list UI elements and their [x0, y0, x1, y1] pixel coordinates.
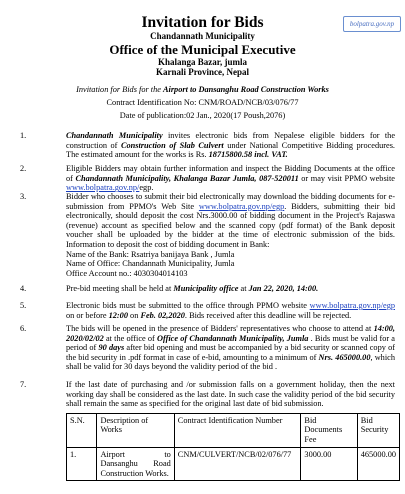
clause-6: [0, 324, 405, 380]
table-header-cell: Bid Documents Fee: [301, 413, 357, 447]
subtitle-prefix: Invitation for Bids for the: [76, 85, 163, 94]
meeting-venue: Municipality office: [173, 284, 239, 293]
clause-2: [0, 164, 405, 192]
clause-number: 1.: [20, 131, 27, 140]
bid-table: [66, 413, 400, 482]
office-name-line: Name of Office: Chandannath Municipality, Jumla: [66, 259, 235, 269]
meeting-datetime: Jan 22, 2020, 14:00.: [248, 284, 319, 293]
clause-1: [0, 131, 405, 164]
clause-text: egp.: [139, 183, 154, 193]
clause-number: 4.: [20, 284, 27, 293]
watermark-stamp: bolpatra.gov.np: [343, 16, 401, 32]
bank-name: Name of the Bank: Rsatriya banijaya Bank , Jumla: [66, 249, 235, 259]
office-contact: Chandannath Municipality, Khalanga Bazar Jumla, 087-520011: [75, 173, 299, 183]
opening-datetime: 14:00, 2020/02/02: [66, 324, 395, 343]
clause-text: The bids will be opened in the presence of Bidders' representatives who choose to attend at: [66, 324, 374, 333]
invitation-subtitle: [0, 84, 405, 95]
account-number: Office Account no.: 4030304014103: [66, 268, 188, 278]
clause-text: or may visit PPMO website: [298, 173, 395, 183]
address-line-2: Karnali Province, Nepal: [155, 67, 250, 77]
office-name: Office of the Municipal Executive: [109, 42, 296, 57]
clause-text: Pre-bid meeting shall be held at: [66, 284, 174, 293]
subtitle-project: Airport to Dansanghu Road Construction Works: [162, 85, 329, 94]
table-header-cell: Contract Identification Number: [174, 413, 301, 447]
table-header-cell: S.N.: [67, 413, 97, 447]
clause-text: If the last date of purchasing and /or submission falls on a government holiday, then the next working day shall be considered as the last date. In such case the validity period of the bid security shall remain the same as specified for the original last date of bid submission.: [66, 380, 395, 409]
clause-number: 5.: [20, 301, 27, 310]
table-header-row: [67, 413, 400, 447]
clause-text: invites electronic bids from Nepalese eligible bidders for the construction of: [66, 131, 395, 150]
clause-text: at: [238, 284, 249, 293]
table-header-cell: Bid Security: [357, 413, 399, 447]
page-title: Invitation for Bids: [141, 14, 264, 31]
clause-3: [0, 192, 405, 284]
opening-office: Office of Chandannath Municipality, Jumla: [157, 333, 309, 343]
org-name: Chandannath Municipality: [150, 31, 255, 41]
clause-text: under National Competitive Bidding procedures. The estimated amount for the works is Rs.: [66, 140, 396, 160]
clause-text: Eligible Bidders may obtain further information and inspect the Bidding Documents at the office of: [66, 164, 395, 183]
table-cell: 3000.00: [301, 447, 357, 481]
clause-7: [0, 380, 405, 481]
clause-text: on: [127, 310, 141, 320]
bid-security-amount: Nrs. 465000.00: [318, 352, 371, 362]
clause-text: at the office of: [103, 333, 157, 343]
works-name: Construction of Slab Culvert: [120, 140, 224, 150]
publication-date: Date of publication:02 Jan., 2020(17 Poush,2076): [119, 111, 286, 120]
deadline-date: Feb. 02,2020: [140, 310, 185, 320]
table-cell: CNM/CULVERT/NCB/02/076/77: [174, 447, 301, 481]
clause-list: [0, 131, 405, 481]
clause-4: [0, 284, 405, 301]
clause-number: 6.: [20, 324, 27, 333]
clause-number: 3.: [20, 192, 27, 201]
clause-text: . Bidders, submitting their bid electronically, should deposit the cost Nrs.3000.00 of bidding document in the Project's Rajaswa (revenue) account as specified below and the scanned copy (pdf format) of the Bank deposit voucher shall be uploaded by the bidder at the time of electronic submission of the bids. Information to deposit the cost of bidding document in Bank:: [66, 201, 395, 249]
table-row: [67, 447, 400, 481]
table-cell: Airport to Dansanghu Road Construction Works.: [97, 447, 174, 481]
clause-text: . Bids received after this deadline will be rejected.: [184, 310, 352, 320]
ppmo-link[interactable]: www.bolpatra.gov.np/: [66, 183, 140, 193]
clause-text: after bid opening and must be accompanied by a bid security or scanned copy of the bid security in .pdf format in case of e-bid, amounting to a minimum of: [66, 343, 395, 362]
contract-id-line: Contract Identification No: CNM/ROAD/NCB/03/076/77: [106, 98, 299, 107]
table-cell: 465000.00: [357, 447, 399, 481]
table-cell: 1.: [67, 447, 97, 481]
clause-number: 2.: [20, 164, 27, 173]
municipality-name: Chandannath Municipality: [66, 131, 163, 140]
clause-text: Electronic bids must be submitted to the office through PPMO website: [66, 301, 310, 310]
validity-period: 90 days: [98, 343, 125, 353]
clause-text: on or before: [66, 310, 109, 320]
clause-text: . Bids must be valid for a period of: [66, 333, 395, 353]
submission-link[interactable]: www.bolpatra.gov.np/egp: [309, 301, 395, 310]
clause-5: [0, 301, 405, 324]
address-line-1: Khalanga Bazar, jumla: [158, 57, 247, 67]
ppmo-egp-link[interactable]: www.bolpatra.gov.np/egp: [198, 201, 285, 211]
estimated-amount: 18715800.58 incl. VAT.: [208, 150, 288, 160]
clause-number: 7.: [20, 380, 27, 389]
clause-text: Bidder who chooses to submit their bid electronically may download the bidding documents for e-submission from PPMO's Web Site: [66, 192, 395, 211]
table-header-cell: Description of Works: [97, 413, 174, 447]
clause-text: , which shall be valid for 30 days beyond the validity period of the bid .: [66, 352, 395, 372]
deadline-time: 12:00: [108, 310, 128, 320]
